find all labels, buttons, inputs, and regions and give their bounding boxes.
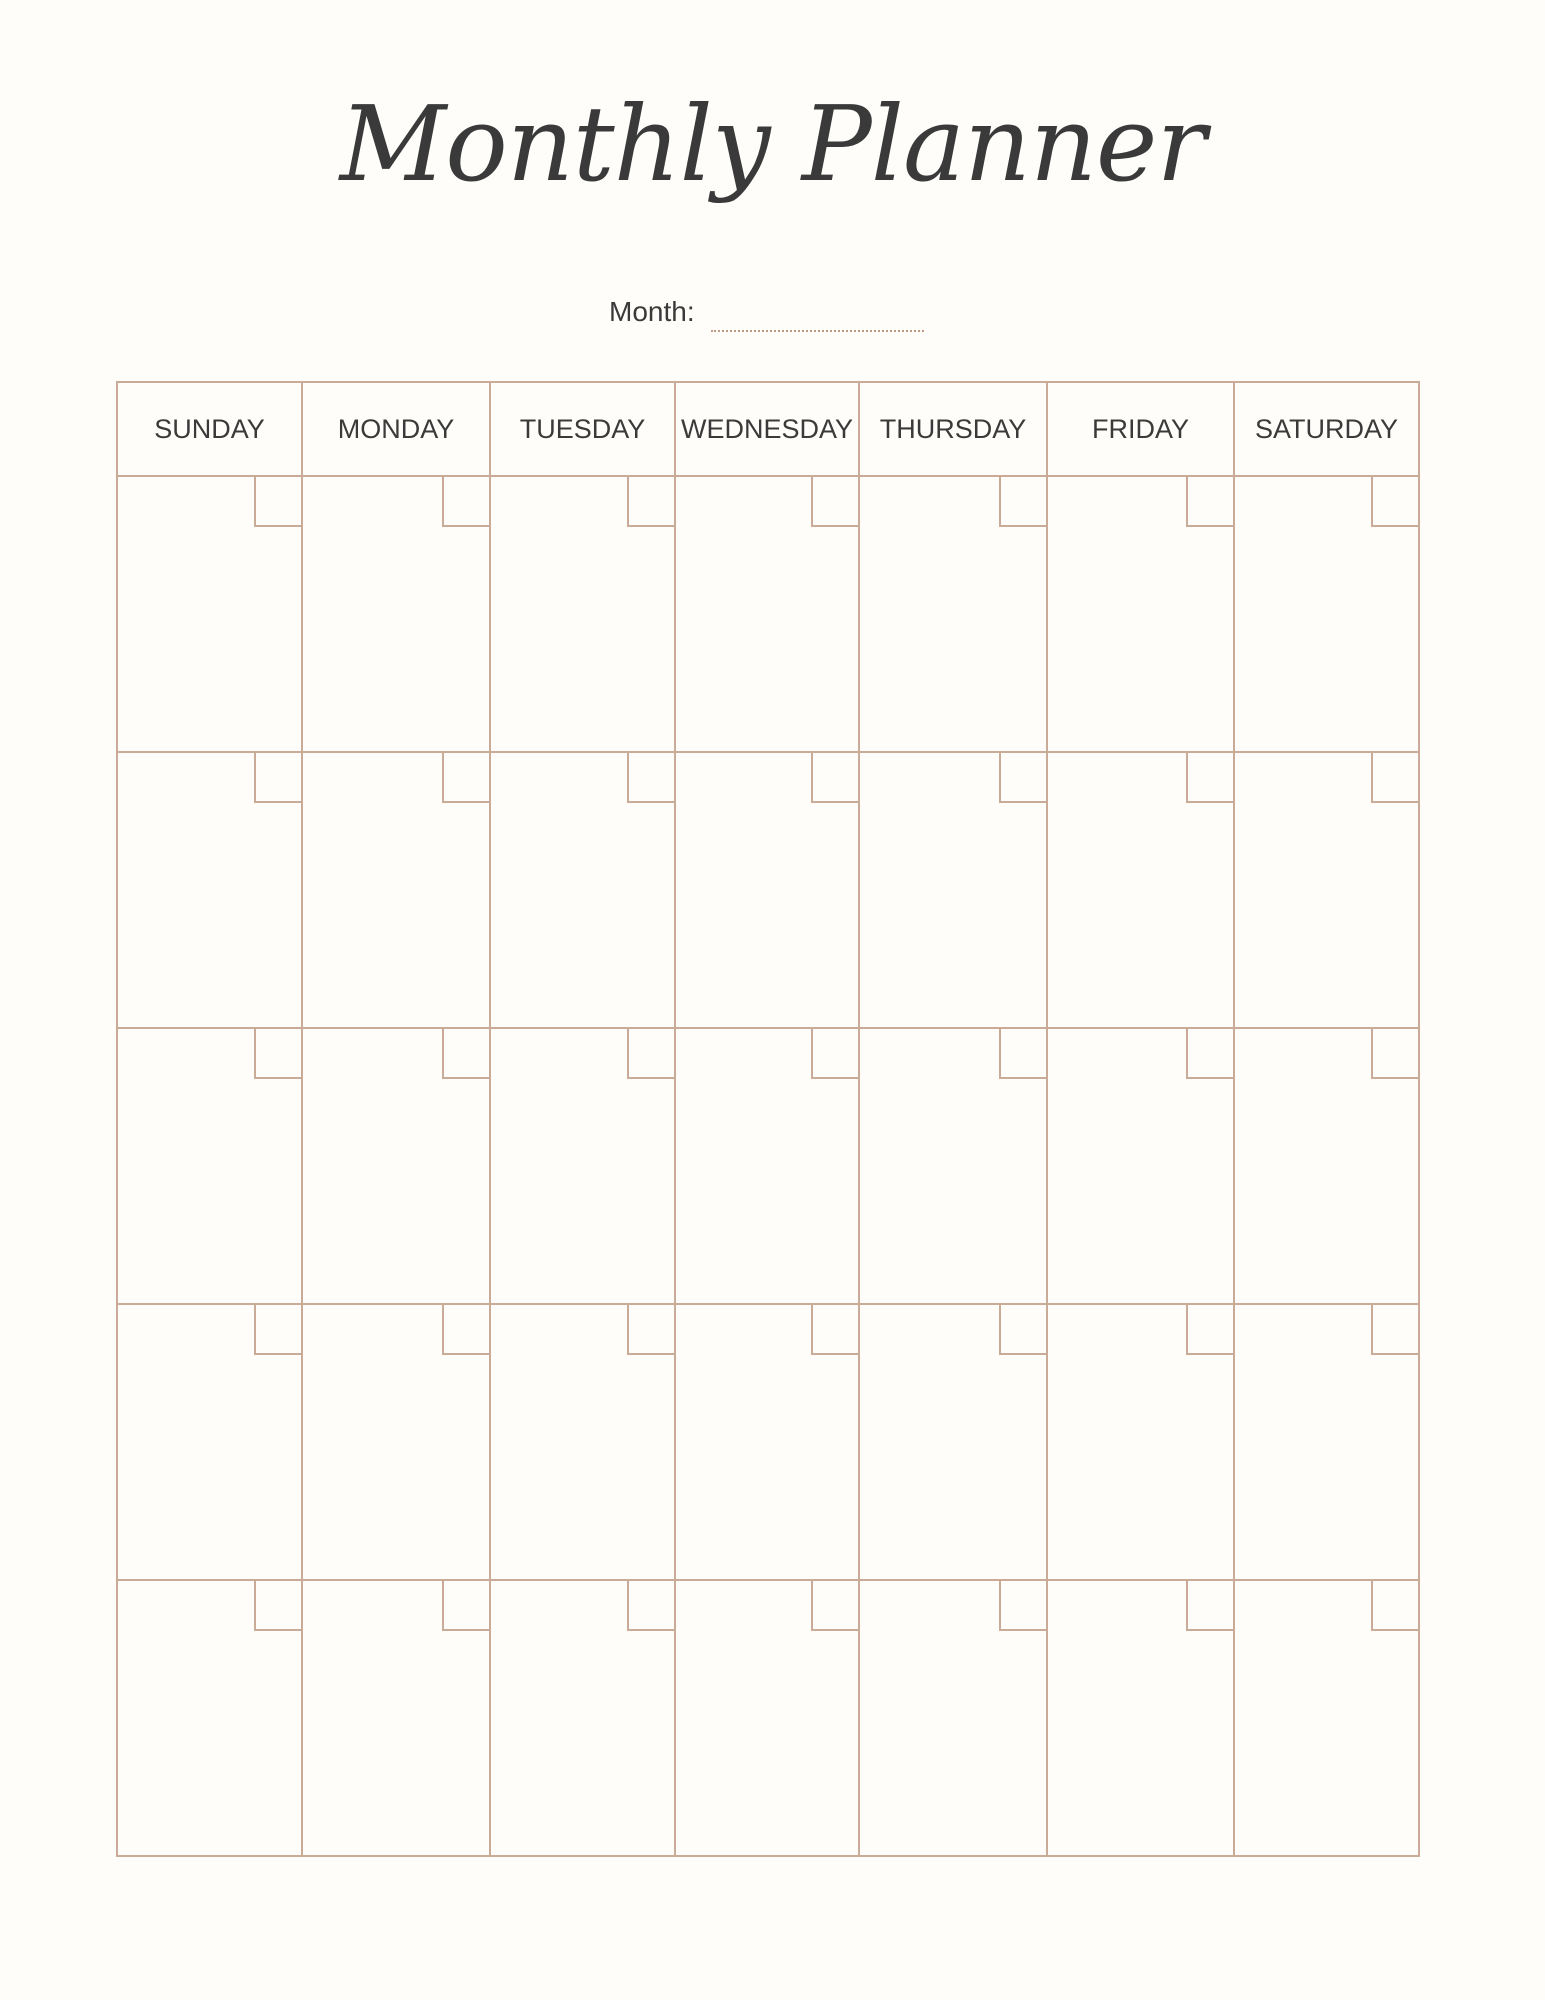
date-number-box[interactable]	[999, 477, 1046, 527]
day-cell-sunday[interactable]	[117, 1028, 302, 1304]
day-cell-saturday[interactable]	[1234, 476, 1419, 752]
day-cell-wednesday[interactable]	[675, 476, 859, 752]
week-row	[117, 476, 1419, 752]
month-label: Month:	[609, 296, 695, 327]
day-cell-wednesday[interactable]	[675, 1304, 859, 1580]
date-number-box[interactable]	[254, 1029, 301, 1079]
day-cell-monday[interactable]	[302, 1580, 490, 1856]
date-number-box[interactable]	[1371, 753, 1418, 803]
date-number-box[interactable]	[627, 753, 674, 803]
date-number-box[interactable]	[1186, 477, 1233, 527]
day-cell-tuesday[interactable]	[490, 1304, 675, 1580]
date-number-box[interactable]	[442, 477, 489, 527]
date-number-box[interactable]	[1186, 1029, 1233, 1079]
day-cell-friday[interactable]	[1047, 476, 1234, 752]
day-cell-tuesday[interactable]	[490, 752, 675, 1028]
week-row	[117, 1028, 1419, 1304]
day-cell-friday[interactable]	[1047, 1028, 1234, 1304]
day-cell-tuesday[interactable]	[490, 1028, 675, 1304]
weekday-header-thursday: THURSDAY	[859, 382, 1047, 476]
weekday-header-saturday: SATURDAY	[1234, 382, 1419, 476]
day-cell-monday[interactable]	[302, 752, 490, 1028]
day-cell-friday[interactable]	[1047, 1304, 1234, 1580]
date-number-box[interactable]	[254, 1305, 301, 1355]
weekday-header-monday: MONDAY	[302, 382, 490, 476]
date-number-box[interactable]	[811, 1029, 858, 1079]
day-cell-wednesday[interactable]	[675, 1028, 859, 1304]
day-cell-saturday[interactable]	[1234, 1304, 1419, 1580]
day-cell-sunday[interactable]	[117, 476, 302, 752]
calendar-body	[117, 476, 1419, 1856]
weekday-header-row	[117, 382, 1419, 476]
date-number-box[interactable]	[999, 753, 1046, 803]
week-row	[117, 1580, 1419, 1856]
date-number-box[interactable]	[1371, 1029, 1418, 1079]
date-number-box[interactable]	[442, 1305, 489, 1355]
day-cell-thursday[interactable]	[859, 1580, 1047, 1856]
date-number-box[interactable]	[1186, 753, 1233, 803]
date-number-box[interactable]	[999, 1029, 1046, 1079]
day-cell-tuesday[interactable]	[490, 1580, 675, 1856]
day-cell-monday[interactable]	[302, 1304, 490, 1580]
day-cell-thursday[interactable]	[859, 1304, 1047, 1580]
date-number-box[interactable]	[1371, 1581, 1418, 1631]
date-number-box[interactable]	[442, 753, 489, 803]
date-number-box[interactable]	[999, 1305, 1046, 1355]
date-number-box[interactable]	[811, 753, 858, 803]
day-cell-sunday[interactable]	[117, 1304, 302, 1580]
date-number-box[interactable]	[1186, 1305, 1233, 1355]
day-cell-tuesday[interactable]	[490, 476, 675, 752]
date-number-box[interactable]	[811, 1581, 858, 1631]
date-number-box[interactable]	[254, 477, 301, 527]
weekday-header-sunday: SUNDAY	[117, 382, 302, 476]
date-number-box[interactable]	[811, 477, 858, 527]
planner-title: Monthly Planner	[339, 83, 1206, 205]
date-number-box[interactable]	[1186, 1581, 1233, 1631]
date-number-box[interactable]	[627, 477, 674, 527]
month-input-line[interactable]	[711, 300, 924, 332]
date-number-box[interactable]	[442, 1029, 489, 1079]
day-cell-friday[interactable]	[1047, 752, 1234, 1028]
day-cell-monday[interactable]	[302, 1028, 490, 1304]
day-cell-wednesday[interactable]	[675, 752, 859, 1028]
date-number-box[interactable]	[999, 1581, 1046, 1631]
day-cell-thursday[interactable]	[859, 1028, 1047, 1304]
day-cell-sunday[interactable]	[117, 752, 302, 1028]
day-cell-wednesday[interactable]	[675, 1580, 859, 1856]
day-cell-saturday[interactable]	[1234, 1028, 1419, 1304]
day-cell-saturday[interactable]	[1234, 1580, 1419, 1856]
weekday-header-tuesday: TUESDAY	[490, 382, 675, 476]
month-field-row	[609, 292, 924, 332]
date-number-box[interactable]	[627, 1581, 674, 1631]
day-cell-sunday[interactable]	[117, 1580, 302, 1856]
day-cell-thursday[interactable]	[859, 476, 1047, 752]
date-number-box[interactable]	[442, 1581, 489, 1631]
day-cell-thursday[interactable]	[859, 752, 1047, 1028]
date-number-box[interactable]	[627, 1029, 674, 1079]
weekday-header-friday: FRIDAY	[1047, 382, 1234, 476]
date-number-box[interactable]	[1371, 477, 1418, 527]
week-row	[117, 1304, 1419, 1580]
date-number-box[interactable]	[1371, 1305, 1418, 1355]
weekday-header-wednesday: WEDNESDAY	[675, 382, 859, 476]
day-cell-friday[interactable]	[1047, 1580, 1234, 1856]
day-cell-monday[interactable]	[302, 476, 490, 752]
date-number-box[interactable]	[254, 753, 301, 803]
calendar-grid	[116, 381, 1420, 1857]
date-number-box[interactable]	[811, 1305, 858, 1355]
day-cell-saturday[interactable]	[1234, 752, 1419, 1028]
week-row	[117, 752, 1419, 1028]
date-number-box[interactable]	[254, 1581, 301, 1631]
date-number-box[interactable]	[627, 1305, 674, 1355]
